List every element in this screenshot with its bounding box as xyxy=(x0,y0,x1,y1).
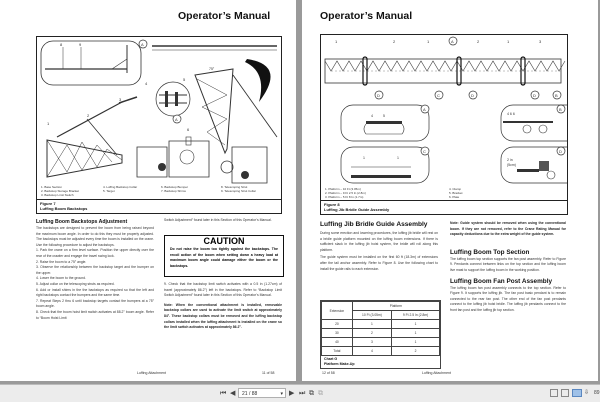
note-paragraph: Note: When the conventional attachment is installed, removable backstop collars are used to activate the limit switch at approximately 84°. These backstop collars must be removed and the luffing backstop collars installed when the luffing attachment is installed on the crane so the limit switch activates at approximately 86.2°. xyxy=(164,302,282,330)
figure-8-caption xyxy=(320,200,568,215)
page-header-title: Operator’s Manual xyxy=(178,10,271,22)
chart-title: Platform Make-Up xyxy=(324,362,355,366)
zoom-level[interactable]: 89 xyxy=(594,390,600,396)
luffing-boom-backstops-diagram xyxy=(37,37,281,185)
figure-number: Figure 8 xyxy=(324,202,340,207)
legend-item: 5. Bracket xyxy=(449,191,463,195)
table-row xyxy=(322,320,440,329)
svg-text:9: 9 xyxy=(79,42,82,47)
chart-g-table xyxy=(320,300,441,369)
svg-text:75°: 75° xyxy=(209,67,215,71)
svg-text:A: A xyxy=(141,42,144,47)
section-heading: Luffing Boom Fan Post Assembly xyxy=(450,277,553,285)
svg-text:(5cm): (5cm) xyxy=(507,163,516,167)
single-page-icon[interactable] xyxy=(550,389,558,397)
page-12 xyxy=(302,0,598,381)
svg-text:2: 2 xyxy=(87,113,90,118)
svg-text:8: 8 xyxy=(60,42,63,47)
legend-item: 6. Plate xyxy=(449,195,460,199)
svg-text:D: D xyxy=(471,93,474,98)
sub-header: 9 Ft 2.5 In (2.8m) xyxy=(392,311,440,320)
continuation-text: Switch Adjustment” found later in this Section of this Operator’s Manual. xyxy=(164,218,272,222)
col-header-platform: Platform xyxy=(352,302,439,311)
svg-text:5: 5 xyxy=(383,114,385,118)
figure-legend-col1 xyxy=(325,187,405,199)
svg-text:1: 1 xyxy=(47,121,50,126)
svg-text:D: D xyxy=(377,93,380,98)
table-row xyxy=(322,338,440,347)
step-4: 4. Lower the boom to the ground. xyxy=(36,276,86,281)
figure-title: Luffing Jib Bridle Guide Assembly xyxy=(324,207,390,212)
caution-title: CAUTION xyxy=(203,236,245,246)
legend-item: 3. Platform – 5 Ft 8 In (1.7m) xyxy=(325,195,364,199)
step-2: 2. Raise the boom to a 75° angle. xyxy=(36,259,87,264)
cell: 1 xyxy=(352,320,391,329)
paragraph: During some erection and lowering procedures, the luffing jib bridle will rest on a bridle guide platform mounted on the luffing boom extensions. If there is sufficient slack in the luffing jib hoist system, the bridle will roll along this platform. xyxy=(320,231,438,252)
svg-text:A: A xyxy=(451,39,454,44)
left-column xyxy=(36,218,154,321)
legend-item: 9. Telescoping Strut Collar xyxy=(221,189,256,193)
right-column xyxy=(164,218,282,224)
next-page-icon[interactable]: ▶ xyxy=(289,390,295,397)
legend-item: 5. Target xyxy=(103,189,115,193)
step-7: 7. Repeat Steps 2 thru 6 until backstop targets contact the bumpers at a 75° boom angle. xyxy=(36,298,154,309)
svg-text:4: 4 xyxy=(145,81,148,86)
figure-legend-col3 xyxy=(161,185,221,193)
footer-page-number: 11 of 58 xyxy=(262,371,275,375)
caution-box xyxy=(164,235,284,277)
figure-number: Figure 7 xyxy=(40,201,56,206)
last-page-icon[interactable]: ⏭ xyxy=(299,390,306,397)
cell: 4 xyxy=(352,347,391,356)
paragraph: The luffing boom top section supports the fan post assembly. Refer to Figure 9. Pendants connect between links on the top section and the luffing boom live mast to support the luffing boom in the working position. xyxy=(450,256,566,272)
rotate-cw-icon[interactable]: ⧉ xyxy=(309,390,314,397)
right-column xyxy=(450,221,566,314)
svg-text:4 6 6: 4 6 6 xyxy=(507,112,515,116)
svg-text:D: D xyxy=(559,149,562,154)
table-row xyxy=(322,347,440,356)
section-heading: Luffing Boom Backstops Adjustment xyxy=(36,219,128,225)
svg-text:A: A xyxy=(175,117,178,122)
svg-text:B: B xyxy=(555,93,558,98)
svg-text:1: 1 xyxy=(363,156,365,160)
sub-header: 10 Ft (3.05m) xyxy=(352,311,391,320)
legend-item: 8. Telescoping Strut xyxy=(221,185,248,189)
cell: 1 xyxy=(392,338,440,347)
svg-text:A: A xyxy=(423,107,426,112)
first-page-icon[interactable]: ⏮ xyxy=(220,390,227,397)
page-number-input[interactable] xyxy=(238,388,286,398)
page-indicator-text: 21 / 88 xyxy=(242,391,258,397)
svg-text:6: 6 xyxy=(187,127,190,132)
svg-text:1: 1 xyxy=(427,39,430,44)
cell: 1 xyxy=(392,320,440,329)
step-6: 6. Add or install shims in the the backstops as required so that the left and right backstops contact the bumpers and the same time. xyxy=(36,287,154,298)
note-paragraph: Note: Guide system should be removed when using the conventional boom. If they are not removed, refer to the Crane Rating Manual for capacity deductions due to the extra weight of the guide system. xyxy=(450,221,566,237)
continuous-icon[interactable] xyxy=(561,389,569,397)
right-column-lower xyxy=(164,282,282,331)
svg-text:1: 1 xyxy=(507,39,510,44)
cell: 1 xyxy=(392,329,440,338)
svg-text:1: 1 xyxy=(397,156,399,160)
cell: 20 xyxy=(322,320,353,329)
svg-text:2: 2 xyxy=(477,39,480,44)
chevron-down-icon[interactable]: ▾ xyxy=(280,391,283,397)
chart-number: Chart G xyxy=(324,357,338,361)
page-11 xyxy=(0,0,296,381)
col-header-extension: Extension xyxy=(322,302,353,320)
legend-item: 4. Luffing Backstop Collar xyxy=(103,185,138,189)
section-heading: Luffing Jib Bridle Guide Assembly xyxy=(320,221,428,228)
figure-legend-col2 xyxy=(103,185,163,193)
svg-text:5: 5 xyxy=(183,77,186,82)
cell: 2 xyxy=(392,347,440,356)
cell: 2 xyxy=(352,329,391,338)
step-8: 8. Check that the boom hoist limit switch activates at 88.2° boom angle. Refer to “Boom Hoist Limit xyxy=(36,309,154,320)
two-page-icon[interactable] xyxy=(572,389,582,397)
step-3: 3. Observe the relationship between the backstop target and the bumper on the upper. xyxy=(36,265,154,275)
viewer-toolbar xyxy=(0,384,600,402)
legend-item: 2. Platform – 9 Ft 2.5 In (2.8m) xyxy=(325,191,366,195)
figure-8 xyxy=(320,34,568,202)
section-heading: Luffing Boom Top Section xyxy=(450,248,530,256)
step-1: 1. Park the crane on a firm level surface. Position the upper directly over the rear of the crawler and engage the travel swing lock. xyxy=(36,248,154,258)
cell: 3 xyxy=(352,338,391,347)
left-column xyxy=(320,220,438,272)
svg-text:3: 3 xyxy=(539,39,542,44)
step-9: 9. Check that the backstop limit switch activates with a 0.5 in (1.27cm) of travel (approximately 86.2°) left in the backstops. Refer to “Backstop Limit Switch Adjustment” found later in this Section of this Operator’s Manual. xyxy=(164,282,282,298)
svg-text:C: C xyxy=(437,93,440,98)
footer-section: Luffing Attachment xyxy=(422,371,451,375)
legend-item: 2. Backstop Storage Bracket xyxy=(41,189,80,193)
caution-body: Do not raise the boom too tightly against the backstops. The recoil action of the boom when setting down a heavy load at maximum boom angle could damage either the boom or the backstops. xyxy=(170,247,278,268)
paragraph: The guide system must be installed on the first 60 ft (18.3m) of extensions after the tail anchor assembly. Refer to Figure 8. Use the following chart to install the guide rails to each extension. xyxy=(320,255,438,271)
figure-7 xyxy=(36,36,282,201)
luffing-jib-bridle-guide-diagram xyxy=(321,35,567,187)
svg-text:1: 1 xyxy=(335,39,338,44)
legend-item: 1. Base Section xyxy=(41,185,63,189)
figure-legend-col2 xyxy=(449,187,509,199)
scroll-icon[interactable]: ⇩ xyxy=(584,390,590,396)
figure-legend-col1 xyxy=(41,185,111,197)
legend-item: 6. Backstop Bumper xyxy=(161,185,189,189)
table-row xyxy=(322,329,440,338)
footer-section: Luffing Attachment xyxy=(137,371,166,375)
cell: Total xyxy=(322,347,353,356)
figure-title: Luffing Boom Backstops xyxy=(40,206,88,211)
rotate-ccw-icon[interactable]: ⧉ xyxy=(318,390,323,397)
svg-text:C: C xyxy=(423,149,426,154)
chart-caption xyxy=(321,356,440,368)
intro-paragraph: The backstops are designed to prevent the boom from being raised beyond the maximum boom angle. In order to do this they must be properly adjusted. The backstops must be adjusted every time the boom is installed on the crane. Use the following procedure to adjust the backstops. xyxy=(36,226,154,247)
prev-page-icon[interactable]: ◀ xyxy=(230,390,236,397)
cell: 40 xyxy=(322,338,353,347)
figure-legend-col4 xyxy=(221,185,281,193)
legend-item: 4. Clamp xyxy=(449,187,462,191)
svg-text:3: 3 xyxy=(119,97,122,102)
footer-page-number: 12 of 58 xyxy=(322,371,335,375)
paragraph: The luffing boom fan post assembly connects to the top section. Refer to Figure 9. It supports the luffing jib. The fan post basic pendant is to remain connected to the rear fan post. The other end of the fan post pendants connect to the luffing jib hoist bridle. The luffing jib pendants connect to the front fan post and the luffing jib top section. xyxy=(450,285,566,312)
svg-text:2 in: 2 in xyxy=(507,158,513,162)
step-5: 5. Adjust collar on the telescoping struts as required. xyxy=(36,281,115,286)
cell: 30 xyxy=(322,329,353,338)
figure-7-caption xyxy=(36,199,282,214)
svg-text:2: 2 xyxy=(393,39,396,44)
svg-text:D: D xyxy=(533,93,536,98)
legend-item: 3. Backstop Limit Switch xyxy=(41,193,74,197)
legend-item: 1. Platform – 10 Ft (3.05m) xyxy=(325,187,361,191)
legend-item: 7. Backstop Shims xyxy=(161,189,186,193)
page-header-title: Operator’s Manual xyxy=(320,10,413,22)
svg-text:B: B xyxy=(559,107,562,112)
svg-text:4: 4 xyxy=(371,114,373,118)
